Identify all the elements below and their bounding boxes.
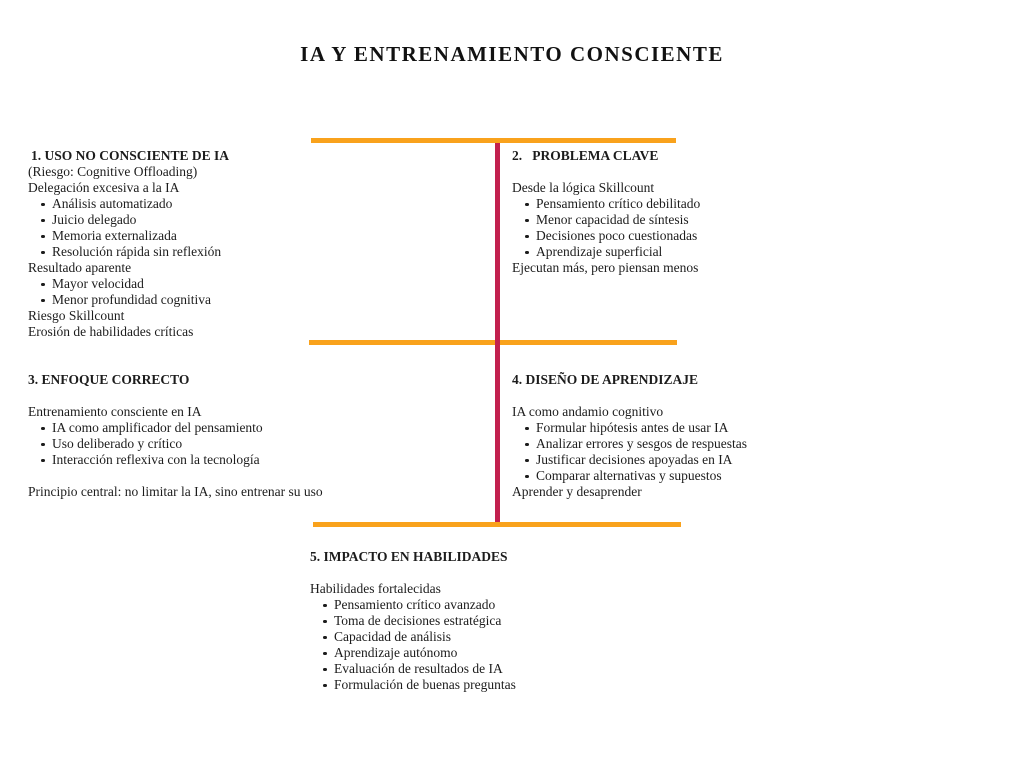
section-heading: 1. USO NO CONSCIENTE DE IA [31, 148, 230, 163]
bullet-item [28, 420, 398, 436]
bullet-item [512, 244, 822, 260]
bullet-item [28, 196, 338, 212]
bullet-item [28, 452, 398, 468]
bullet-dot [525, 475, 529, 479]
bullet-text: Evaluación de resultados de IA [334, 661, 503, 676]
bullet-item [512, 420, 822, 436]
text-line: Aprender y desaprender [512, 484, 642, 499]
bullet-text: IA como amplificador del pensamiento [52, 420, 263, 435]
bullet-item [512, 212, 822, 228]
section-heading: 5. IMPACTO EN HABILIDADES [310, 549, 508, 564]
bullet-dot [41, 459, 45, 463]
text-line: Delegación excesiva a la IA [28, 180, 180, 195]
bullet-dot [41, 427, 45, 431]
divider-vertical [495, 143, 500, 522]
bullet-dot [41, 235, 45, 239]
section-uso-no-consciente [28, 148, 338, 340]
bullet-dot [525, 203, 529, 207]
text-line: Ejecutan más, pero piensan menos [512, 260, 699, 275]
bullet-text: Capacidad de análisis [334, 629, 451, 644]
bullet-item [28, 228, 338, 244]
text-line: Principio central: no limitar la IA, sino entrenar su uso [28, 484, 323, 499]
bullet-dot [323, 684, 327, 688]
bullet-dot [525, 443, 529, 447]
bullet-item [28, 276, 338, 292]
bullet-item [512, 436, 822, 452]
bullet-item [512, 196, 822, 212]
bullet-dot [323, 636, 327, 640]
bullet-text: Aprendizaje autónomo [334, 645, 458, 660]
bullet-item [512, 468, 822, 484]
bullet-dot [525, 251, 529, 255]
bullet-dot [41, 203, 45, 207]
bullet-item [28, 292, 338, 308]
section-enfoque-correcto [28, 372, 398, 500]
bullet-dot [323, 668, 327, 672]
bullet-dot [323, 652, 327, 656]
bullet-item [310, 677, 620, 693]
bullet-dot [323, 620, 327, 624]
bullet-text: Comparar alternativas y supuestos [536, 468, 722, 483]
bullet-item [28, 436, 398, 452]
bullet-text: Uso deliberado y crítico [52, 436, 183, 451]
text-line: IA como andamio cognitivo [512, 404, 664, 419]
bullet-dot [525, 459, 529, 463]
page-title: IA Y ENTRENAMIENTO CONSCIENTE [300, 42, 724, 66]
bullet-text: Mayor velocidad [52, 276, 144, 291]
bullet-text: Formular hipótesis antes de usar IA [536, 420, 729, 435]
text-line: Habilidades fortalecidas [310, 581, 441, 596]
bullet-text: Memoria externalizada [52, 228, 177, 243]
text-line: Erosión de habilidades críticas [28, 324, 194, 339]
section-impacto-en-habilidades [310, 549, 620, 693]
bullet-dot [41, 299, 45, 303]
bullet-text: Pensamiento crítico avanzado [334, 597, 496, 612]
bullet-item [310, 629, 620, 645]
bullet-dot [41, 443, 45, 447]
bullet-text: Pensamiento crítico debilitado [536, 196, 701, 211]
bullet-text: Análisis automatizado [52, 196, 173, 211]
bullet-text: Juicio delegado [52, 212, 137, 227]
bullet-text: Justificar decisiones apoyadas en IA [536, 452, 733, 467]
bullet-item [310, 613, 620, 629]
text-line: Desde la lógica Skillcount [512, 180, 655, 195]
bullet-text: Menor capacidad de síntesis [536, 212, 689, 227]
bullet-dot [323, 604, 327, 608]
bullet-text: Formulación de buenas preguntas [334, 677, 516, 692]
section-problema-clave [512, 148, 822, 276]
bullet-text: Decisiones poco cuestionadas [536, 228, 698, 243]
bullet-text: Analizar errores y sesgos de respuestas [536, 436, 748, 451]
bullet-dot [525, 427, 529, 431]
text-line: Entrenamiento consciente en IA [28, 404, 202, 419]
text-line: Riesgo Skillcount [28, 308, 125, 323]
bullet-dot [41, 251, 45, 255]
bullet-item [310, 597, 620, 613]
divider-bottom-horizontal [313, 522, 681, 527]
bullet-dot [41, 219, 45, 223]
bullet-text: Interacción reflexiva con la tecnología [52, 452, 260, 467]
bullet-item [28, 212, 338, 228]
bullet-text: Aprendizaje superficial [536, 244, 663, 259]
bullet-item [512, 228, 822, 244]
bullet-item [28, 244, 338, 260]
bullet-dot [41, 283, 45, 287]
bullet-text: Menor profundidad cognitiva [52, 292, 211, 307]
bullet-dot [525, 235, 529, 239]
text-line: (Riesgo: Cognitive Offloading) [28, 164, 198, 179]
text-line: Resultado aparente [28, 260, 132, 275]
bullet-item [310, 645, 620, 661]
section-heading: 2. PROBLEMA CLAVE [512, 148, 659, 163]
bullet-item [512, 452, 822, 468]
bullet-item [310, 661, 620, 677]
divider-top-horizontal [311, 138, 676, 143]
bullet-dot [525, 219, 529, 223]
section-heading: 3. ENFOQUE CORRECTO [28, 372, 190, 387]
bullet-text: Resolución rápida sin reflexión [52, 244, 222, 259]
bullet-text: Toma de decisiones estratégica [334, 613, 502, 628]
section-heading: 4. DISEÑO DE APRENDIZAJE [512, 372, 699, 387]
section-diseno-de-aprendizaje [512, 372, 822, 500]
divider-middle-horizontal [309, 340, 677, 345]
